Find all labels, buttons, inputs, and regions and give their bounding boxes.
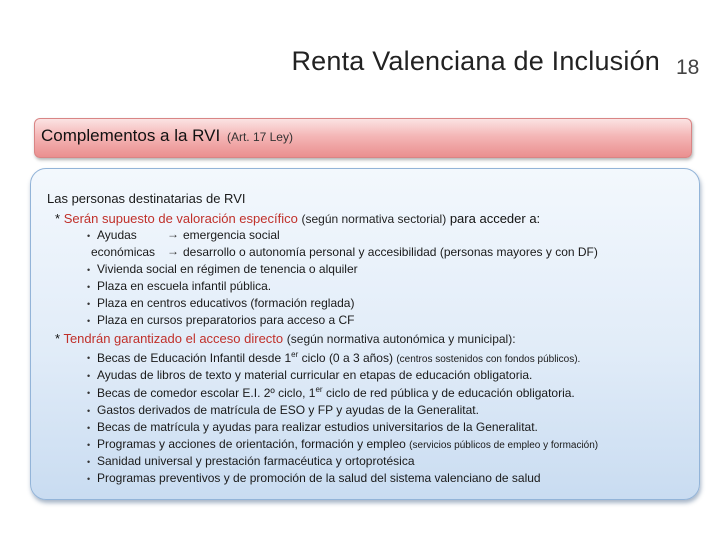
intro-text: Las personas destinatarias de RVI: [47, 191, 246, 206]
list-item-comedor: [97, 385, 575, 400]
ayudas-target-desarrollo: desarrollo o autonomía personal y accesibilidad (personas mayores y con DF): [183, 245, 598, 259]
list-item-salud: Programas preventivos y de promoción de la salud del sistema valenciano de salud: [97, 471, 541, 485]
comedor-text: Becas de comedor escolar E.I. 2º ciclo, 1: [97, 386, 316, 400]
content-panel: [30, 168, 700, 500]
section1-heading: [55, 211, 540, 226]
bullet-icon: •: [87, 316, 91, 326]
list-item-ayudas-a: [97, 228, 137, 242]
bullet-icon: •: [87, 353, 91, 363]
list-item-centros: Plaza en centros educativos (formación reglada): [97, 296, 355, 310]
bullet-icon: •: [87, 423, 91, 433]
becas-infantil-text-b: ciclo (0 a 3 años): [298, 351, 393, 365]
bullet-icon: •: [87, 406, 91, 416]
list-item-becas-infantil: [97, 350, 580, 365]
section-header-bar: [34, 118, 692, 158]
slide-title: Renta Valenciana de Inclusión: [291, 46, 660, 76]
section1-tail: para acceder a:: [449, 211, 541, 226]
header-reference: (Art. 17 Ley): [226, 130, 293, 144]
section2-highlight: Tendrán garantizado el acceso directo: [63, 331, 284, 346]
bullet-icon: •: [87, 474, 91, 484]
programas-note: (servicios públicos de empleo y formación): [409, 440, 599, 451]
section2-note: (según normativa autonómica y municipal):: [286, 332, 516, 346]
comedor-sup: er: [315, 385, 323, 394]
becas-infantil-text: Becas de Educación Infantil desde 1: [97, 351, 292, 365]
bullet-icon: •: [87, 388, 91, 398]
becas-infantil-sup: er: [291, 350, 299, 359]
section1-star: *: [55, 211, 61, 226]
list-item-libros: Ayudas de libros de texto y material curricular en etapas de educación obligatoria.: [97, 368, 533, 382]
list-item-vivienda: Vivienda social en régimen de tenencia o alquiler: [97, 262, 358, 276]
arrow-icon: →: [167, 227, 179, 241]
section1-note: (según normativa sectorial): [301, 212, 447, 226]
section1-highlight: Serán supuesto de valoración específico: [63, 211, 298, 226]
bullet-icon: •: [87, 440, 91, 450]
list-item-gastos: Gastos derivados de matrícula de ESO y FP y ayudas de la Generalitat.: [97, 403, 479, 417]
bullet-icon: •: [87, 231, 91, 241]
slide-number: 18: [676, 56, 700, 79]
list-item-programas: [97, 437, 598, 451]
section2-heading: [55, 331, 516, 346]
arrow-icon: →: [167, 244, 179, 258]
list-item-matricula: Becas de matrícula y ayudas para realizar estudios universitarios de la Generalitat.: [97, 420, 538, 434]
ayudas-target-emergencia: emergencia social: [183, 228, 280, 242]
comedor-text-b: ciclo de red pública y de educación obligatoria.: [322, 386, 575, 400]
list-item-ayudas-b: económicas: [91, 245, 156, 259]
section-header-title: [41, 126, 293, 146]
section2-star: *: [55, 331, 61, 346]
list-item-sanidad: Sanidad universal y prestación farmacéutica y ortoprotésica: [97, 454, 415, 468]
ayudas-label: Ayudas: [97, 228, 137, 242]
bullet-icon: •: [87, 265, 91, 275]
list-item-escuela: Plaza en escuela infantil pública.: [97, 279, 272, 293]
bullet-icon: •: [87, 457, 91, 467]
becas-infantil-note: (centros sostenidos con fondos públicos).: [396, 354, 581, 365]
list-item-cursos: Plaza en cursos preparatorios para acceso a CF: [97, 313, 355, 327]
bullet-icon: •: [87, 371, 91, 381]
bullet-icon: •: [87, 282, 91, 292]
header-title-text: Complementos a la RVI: [41, 126, 221, 145]
bullet-icon: •: [87, 299, 91, 309]
programas-text: Programas y acciones de orientación, formación y empleo: [97, 437, 406, 451]
